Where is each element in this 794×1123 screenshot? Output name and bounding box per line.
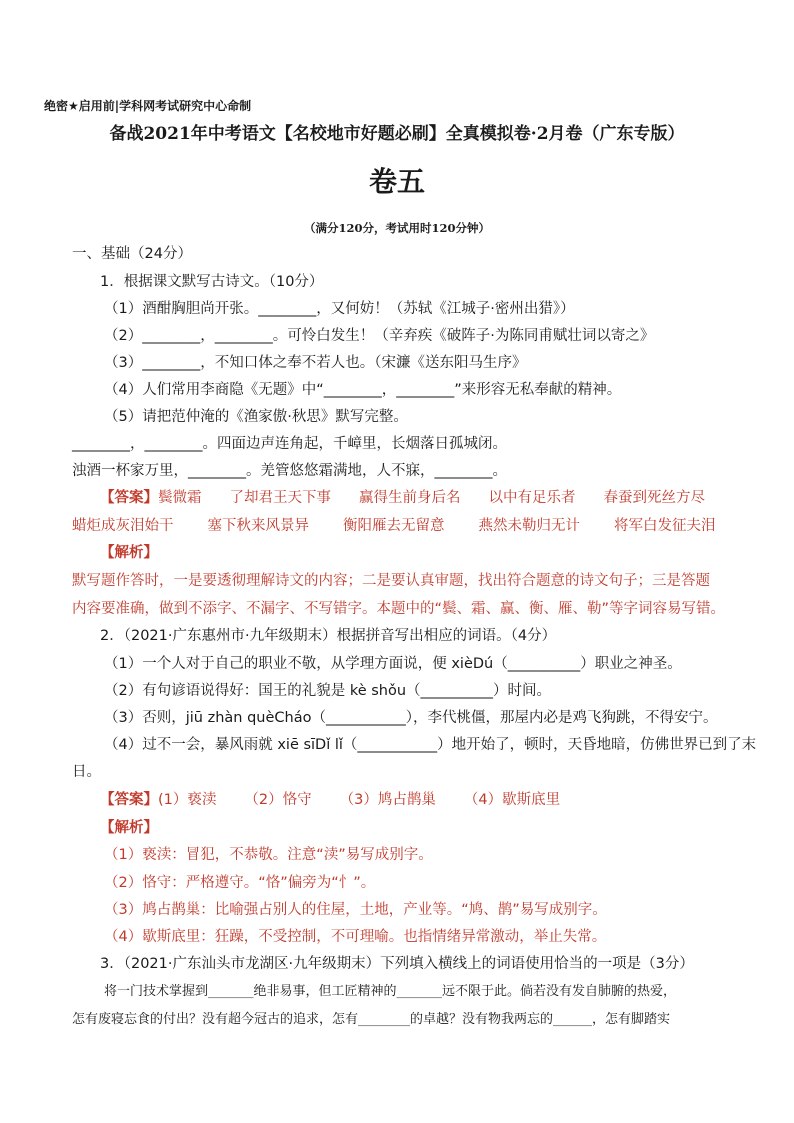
q1-line-2: （2）________，________。可怜白发生！（辛弃疾《破阵子·为陈同甫赋壮词以寄之》 <box>104 328 655 344</box>
q2-line-2: （2）有句谚语说得好：国王的礼貌是 kè shǒu（__________）时间。 <box>104 683 552 699</box>
answer-item: 了却君王天下事 <box>229 490 331 506</box>
q1-analysis-line-1: 默写题作答时，一是要透彻理解诗文的内容；二是要认真审题，找出符合题意的诗文句子；三是答题 <box>72 573 710 589</box>
answer-item: 蜡炬成灰泪始干 <box>72 518 174 534</box>
answer-item: 春蚕到死丝方尽 <box>603 490 705 506</box>
answer-item: 将军白发征夫泪 <box>614 518 716 534</box>
q1-line-4: （4）人们常用李商隐《无题》中“________，________”来形容无私奉献的精神。 <box>104 382 622 398</box>
score-note: （满分120分，考试用时120分钟） <box>303 221 490 235</box>
q2-analysis-line-3: （3）鸠占鹊巢：比喻强占别人的住屋，土地，产业等。“鸠、鹊”易写成别字。 <box>104 902 607 918</box>
q2-analysis-line-1: （1）亵渎：冒犯，不恭敬。注意“渎”易写成别字。 <box>104 847 433 863</box>
answer-item: 鬓微霜 <box>158 490 202 506</box>
question-3-stem: 3．（2021·广东汕头市龙湖区·九年级期末）下列填入横线上的词语使用恰当的一项是（3分） <box>100 956 694 972</box>
section-heading: 一、基础（24分） <box>72 246 192 262</box>
q1-line-6: ________，________。四面边声连角起，千嶂里，长烟落日孤城闭。 <box>72 436 507 452</box>
answer-tag: 【答案】 <box>100 792 158 808</box>
exam-title: 备战2021年中考语文【名校地市好题必刷】全真模拟卷·2月卷（广东专版） <box>109 124 685 144</box>
q1-analysis-line-2: 内容要准确，做到不添字、不漏字、不写错字。本题中的“鬓、霜、赢、衡、雁、勒”等字词容易写错。 <box>72 601 726 617</box>
answer-item: 赢得生前身后名 <box>359 490 461 506</box>
question-1-stem: 1．根据课文默写古诗文。（10分） <box>100 274 324 290</box>
confidential-header: 绝密★启用前|学科网考试研究中心命制 <box>44 99 252 113</box>
q2-line-5: 日。 <box>72 764 101 780</box>
answer-item: 以中有足乐者 <box>488 490 576 506</box>
q2-line-4: （4）过不一会，暴风雨就 xiē sīDǐ lǐ（___________）地开始了，顿时，天昏地暗，仿佛世界已到了末 <box>104 737 757 753</box>
q1-line-7: 浊酒一杯家万里，________。羌管悠悠霜满地，人不寐，________。 <box>72 463 507 479</box>
answer-item: （2）恪守 <box>244 792 312 808</box>
answer-item: (1）亵渎 <box>158 792 217 808</box>
q1-line-3: （3）________，不知口体之奉不若人也。（宋濂《送东阳马生序》 <box>104 355 527 371</box>
answer-tag: 【答案】 <box>100 490 158 506</box>
q1-line-5: （5）请把范仲淹的《渔家傲·秋思》默写完整。 <box>104 409 408 425</box>
analysis-tag: 【解析】 <box>100 545 158 561</box>
q1-answer-row-1 <box>100 488 705 508</box>
q2-line-3: （3）否则，jiū zhàn quèCháo（___________），李代桃僵，那屋内必是鸡飞狗跳，不得安宁。 <box>104 710 718 726</box>
analysis-tag: 【解析】 <box>100 820 158 836</box>
answer-item: （4）歇斯底里 <box>463 792 561 808</box>
q2-answer-row <box>100 790 560 810</box>
answer-item: 燕然未勒归无计 <box>478 518 580 534</box>
q1-line-1: （1）酒酣胸胆尚开张。________，又何妨！（苏轼《江城子·密州出猎》） <box>104 301 575 317</box>
q2-analysis-line-2: （2）恪守：严格遵守。“恪”偏旁为“忄”。 <box>104 875 376 891</box>
q2-line-1: （1）一个人对于自己的职业不敬，从学理方面说，便 xièDú（__________）职业之神圣。 <box>104 656 682 672</box>
q2-analysis-line-4: （4）歇斯底里：狂躁，不受控制，不可理喻。也指情绪异常激动，举止失常。 <box>104 929 607 945</box>
q1-answer-row-2 <box>72 516 716 536</box>
q3-passage-line-2: 怎有废寝忘食的付出？没有超今冠古的追求，怎有________的卓越？没有物我两忘的______，怎有脚踏实 <box>72 1012 671 1027</box>
volume-title: 卷五 <box>368 165 425 198</box>
question-2-stem: 2．（2021·广东惠州市·九年级期末）根据拼音写出相应的词语。（4分） <box>100 628 557 644</box>
answer-item: 衡阳雁去无留意 <box>343 518 445 534</box>
q3-passage-line-1: 将一门技术掌握到_______绝非易事，但工匠精神的_______远不限于此。倘若没有发自肺腑的热爱， <box>104 984 677 999</box>
answer-item: （3）鸠占鹊巢 <box>339 792 436 808</box>
answer-item: 塞下秋来风景异 <box>207 518 309 534</box>
